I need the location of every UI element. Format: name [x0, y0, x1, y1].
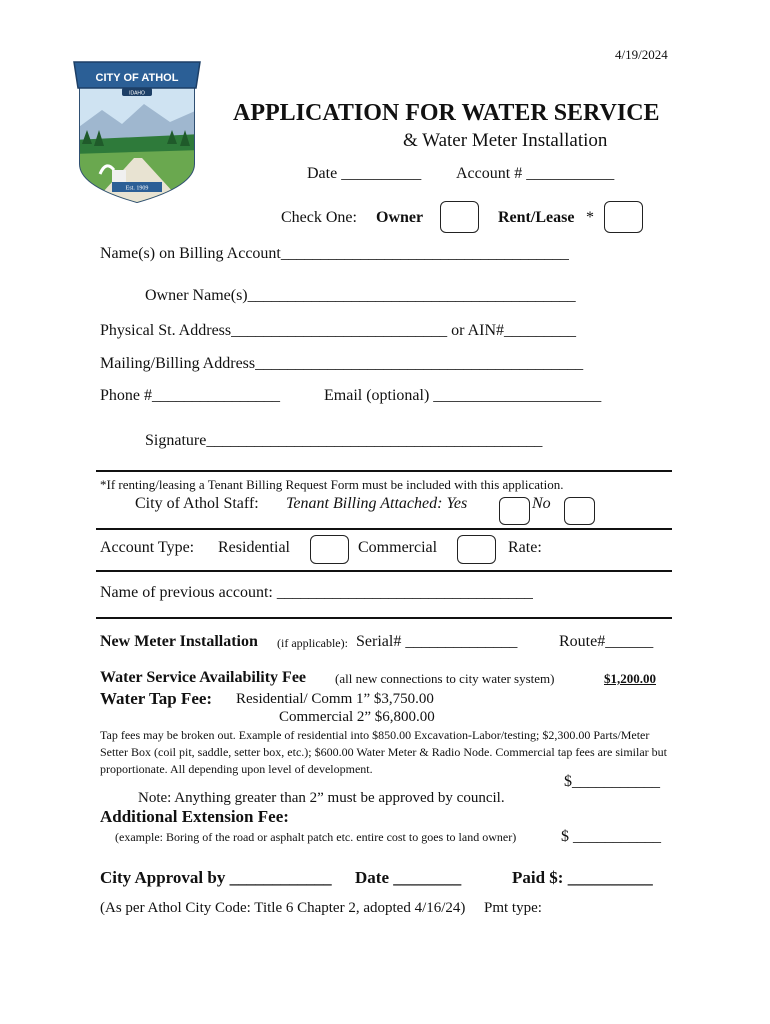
check-one-label: Check One:: [281, 209, 357, 226]
approval-date-field[interactable]: Date ________: [355, 868, 462, 887]
route-field[interactable]: Route#______: [559, 633, 654, 650]
page-subtitle: & Water Meter Installation: [403, 130, 608, 151]
extension-fee-total-field[interactable]: $ ___________: [561, 828, 661, 845]
extension-fee-label: Additional Extension Fee:: [100, 807, 289, 826]
residential-checkbox[interactable]: [310, 535, 349, 564]
tap-fee-commercial: Commercial 2” $6,800.00: [279, 709, 435, 725]
divider: [96, 570, 672, 572]
logo-city-name: CITY OF ATHOL: [95, 72, 179, 84]
phone-field[interactable]: Phone #________________: [100, 387, 280, 404]
divider: [96, 617, 672, 619]
new-meter-label: New Meter Installation: [100, 633, 258, 650]
tenant-billing-no-checkbox[interactable]: [564, 497, 595, 525]
divider: [96, 528, 672, 530]
owner-checkbox[interactable]: [440, 201, 479, 233]
commercial-checkbox[interactable]: [457, 535, 496, 564]
tap-fee-note: Tap fees may be broken out. Example of residential into $850.00 Excavation-Labor/testing; $2,300.00 Parts/Meter Setter Box (coil pit, saddle, setter box, etc.); $600.00 Water Meter & Radio Node. Commercial tap fees are similar but proportionate. All depending upon level of development.: [100, 728, 667, 776]
account-type-label: Account Type:: [100, 539, 195, 556]
extension-fee-note: (example: Boring of the road or asphalt patch etc. entire cost to goes to land owner): [115, 830, 517, 844]
tap-fee-total-field[interactable]: $___________: [564, 773, 660, 790]
logo-state: IDAHO: [129, 90, 145, 97]
availability-fee-amount: $1,200.00: [604, 671, 656, 686]
council-note: Note: Anything greater than 2” must be approved by council.: [138, 790, 505, 806]
rent-asterisk: *: [586, 209, 594, 226]
if-applicable-label: (if applicable):: [277, 636, 348, 650]
owner-label: Owner: [376, 209, 424, 226]
rate-field[interactable]: Rate:: [508, 539, 542, 556]
physical-address-field[interactable]: Physical St. Address___________________________ or AIN#_________: [100, 322, 576, 339]
city-logo: [72, 54, 202, 204]
staff-label: City of Athol Staff:: [135, 495, 259, 512]
date-field[interactable]: Date __________: [307, 165, 422, 182]
tenant-billing-no-label: No: [532, 495, 551, 512]
residential-label: Residential: [218, 539, 290, 556]
owner-names-field[interactable]: Owner Name(s)_________________________________________: [145, 287, 576, 304]
city-seal-icon: [72, 54, 202, 204]
logo-established: Est. 1909: [125, 185, 149, 192]
paid-amount-field[interactable]: Paid $: __________: [512, 868, 653, 887]
availability-fee-note: (all new connections to city water system): [335, 671, 555, 686]
tenant-note: *If renting/leasing a Tenant Billing Request Form must be included with this application.: [100, 477, 564, 492]
tenant-billing-label: Tenant Billing Attached: Yes: [286, 495, 468, 512]
rent-lease-label: Rent/Lease: [498, 209, 575, 226]
divider: [96, 470, 672, 472]
account-number-field[interactable]: Account # ___________: [456, 165, 615, 182]
serial-field[interactable]: Serial# ______________: [356, 633, 518, 650]
email-field[interactable]: Email (optional) _____________________: [324, 387, 602, 404]
availability-fee-label: Water Service Availability Fee: [100, 669, 307, 686]
tap-fee-residential: Residential/ Comm 1” $3,750.00: [236, 691, 434, 707]
billing-names-field[interactable]: Name(s) on Billing Account____________________________________: [100, 245, 569, 262]
tenant-billing-yes-checkbox[interactable]: [499, 497, 530, 525]
city-approval-field[interactable]: City Approval by ____________: [100, 868, 332, 887]
page-title: APPLICATION FOR WATER SERVICE: [233, 100, 660, 126]
date-stamp: 4/19/2024: [615, 47, 668, 62]
city-code-note: (As per Athol City Code: Title 6 Chapter 2, adopted 4/16/24): [100, 900, 466, 916]
commercial-label: Commercial: [358, 539, 438, 556]
tap-fee-label: Water Tap Fee:: [100, 689, 213, 708]
previous-account-field[interactable]: Name of previous account: ________________________________: [100, 584, 533, 601]
payment-type-field[interactable]: Pmt type:: [484, 900, 542, 916]
rent-lease-checkbox[interactable]: [604, 201, 643, 233]
mailing-address-field[interactable]: Mailing/Billing Address_________________________________________: [100, 355, 584, 372]
signature-field[interactable]: Signature__________________________________________: [145, 432, 543, 449]
